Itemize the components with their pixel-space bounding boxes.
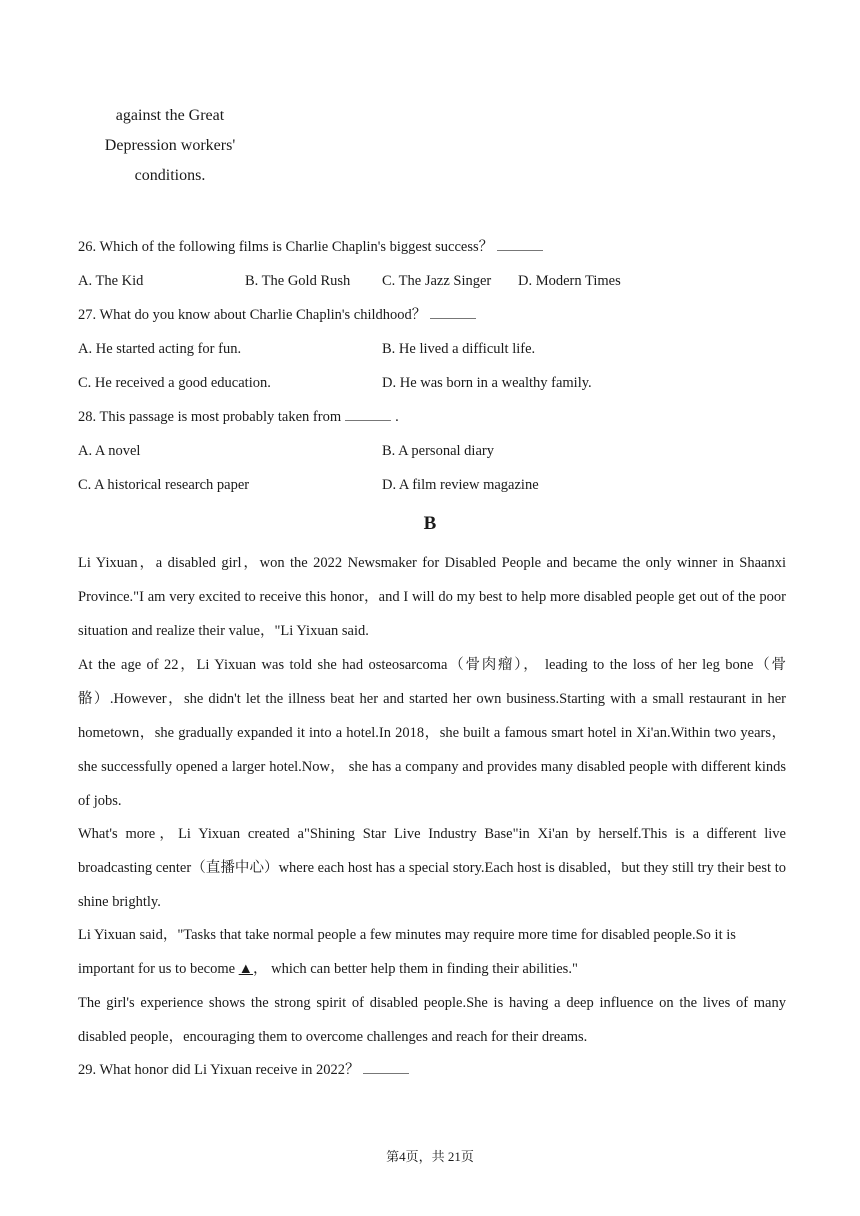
option-c: C. He received a good education. <box>78 375 271 391</box>
question-stem-end: . <box>395 409 399 425</box>
answer-blank[interactable] <box>345 408 391 421</box>
question-27 <box>78 305 476 325</box>
option-b: B. He lived a difficult life. <box>382 341 536 357</box>
passage-paragraph: The girl's experience shows the strong spirit of disabled people.She is having a deep influence on the lives of many disabled people，encouraging them to overcome challenges and reach for their dreams. <box>78 995 786 1045</box>
option-d: D. He was born in a wealthy family. <box>382 375 592 391</box>
continued-line: Depression workers' <box>104 137 236 154</box>
question-stem: 29. What honor did Li Yixuan receive in 2022？ <box>78 1062 360 1078</box>
option-a: A. A novel <box>78 443 141 459</box>
option-c: C. The Jazz Singer <box>382 273 492 289</box>
question-28 <box>78 407 399 427</box>
option-b: B. The Gold Rush <box>245 273 351 289</box>
section-heading: B <box>423 513 437 534</box>
continued-line: conditions. <box>134 167 206 184</box>
option-a: A. He started acting for fun. <box>78 341 242 357</box>
continued-text <box>40 101 300 191</box>
option-d: D. A film review magazine <box>382 477 539 493</box>
answer-blank[interactable] <box>430 306 476 319</box>
question-stem: 28. This passage is most probably taken from <box>78 409 342 425</box>
quote-text: Li Yixuan said，"Tasks that take normal people a few minutes may require more time for disabled people.So it is important for us to become <box>78 927 736 977</box>
answer-blank[interactable] <box>363 1061 409 1074</box>
blank-marker-triangle: ▲ <box>238 961 254 977</box>
question-29 <box>78 1060 409 1080</box>
question-stem: 27. What do you know about Charlie Chaplin's childhood？ <box>78 307 427 323</box>
option-b: B. A personal diary <box>382 443 494 459</box>
question-stem: 26. Which of the following films is Charlie Chaplin's biggest success？ <box>78 239 494 255</box>
passage-paragraph: What's more，Li Yixuan created a"Shining Star Live Industry Base"in Xi'an by herself.This is a different live broadcasting center（直播中心）where each host has a special story.Each host is disabled，but they still try their best to shine brightly. <box>78 826 786 910</box>
option-d: D. Modern Times <box>518 273 621 289</box>
option-c: C. A historical research paper <box>78 477 250 493</box>
page-number: 第4页，共 21页 <box>386 1149 474 1164</box>
passage-paragraph: At the age of 22，Li Yixuan was told she had osteosarcoma（骨肉瘤）， leading to the loss of her leg bone（骨骼）.However，she didn't let the illness beat her and started her own business.Starting with a small restaurant in her hometown，she gradually expanded it into a hotel.In 2018，she built a famous smart hotel in Xi'an.Within two years，she successfully opened a larger hotel.Now， she has a company and provides many disabled people with different kinds of jobs. <box>78 657 786 809</box>
passage-paragraph: Li Yixuan，a disabled girl，won the 2022 Newsmaker for Disabled People and became the only winner in Shaanxi Province."I am very excited to receive this honor，and I will do my best to help more disabled people get out of the poor situation and realize their value，"Li Yixuan said. <box>78 555 786 639</box>
option-a: A. The Kid <box>78 273 144 289</box>
question-26 <box>78 237 543 257</box>
passage-paragraph-quote <box>78 918 786 986</box>
quote-text-end: ， which can better help them in finding their abilities." <box>253 961 578 977</box>
continued-line: against the Great <box>115 107 225 124</box>
answer-blank[interactable] <box>497 238 543 251</box>
